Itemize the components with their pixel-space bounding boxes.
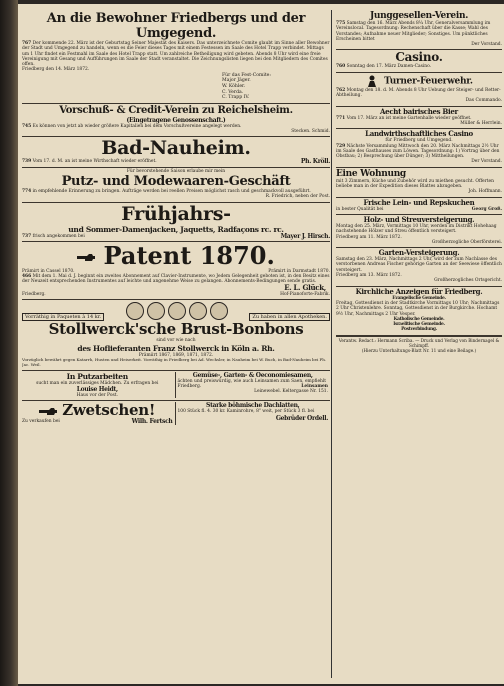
pointing-hand-icon — [77, 253, 95, 262]
ad-title: Junggesellen-Verein. — [369, 11, 469, 21]
ad-title — [336, 74, 502, 88]
ad-place: Friedberg. — [22, 292, 46, 298]
ad-number: 762 — [336, 87, 346, 93]
ad-signature: Großherzogliches Ortsgericht. — [434, 278, 502, 284]
ad-signature: Ph. Kröll. — [300, 158, 330, 166]
ad-body — [22, 159, 330, 164]
ad-signature: Georg Groß. — [471, 206, 502, 212]
ad-bairisches-bier — [336, 107, 502, 130]
medal-icon — [189, 302, 207, 320]
ad-title: Putz- und Modewaaren-Geschäft — [61, 173, 291, 189]
ad-signature: Der Vorstand. — [471, 159, 502, 165]
ad-text: in empfehlende Erinnerung zu bringen. Aufträge werden bei reellen Preisen möglichst rasch und geschmackvoll ausgeführt. — [32, 188, 311, 194]
ad-prize: Prämiirt 1867, 1869, 1871, 1872. — [138, 352, 214, 358]
ad-row-zwetschen-latten — [22, 401, 330, 426]
ad-subheading: Katholische Gemeinde. — [393, 316, 445, 322]
ad-title-text: Patent 1870. — [103, 241, 275, 270]
ad-text: Sonntag den 17. März Damen-Casino. — [346, 64, 432, 70]
ad-number: 767 — [22, 41, 32, 46]
ad-kaiser-birthday — [22, 10, 330, 104]
ad-putz-modewaaren — [22, 168, 330, 203]
ad-title: Landwirthschaftliches Casino — [365, 129, 473, 139]
ad-dachlatten — [178, 402, 331, 424]
ad-signer: Major Jäger. — [222, 78, 251, 84]
medal-icon — [168, 302, 186, 320]
ad-text: Freitag, Gottesdienst in der Stadtkirche Vormittags 10 Uhr; Nachmittags 2 Uhr Christenlehre. Sonntag, Gottesdienst in der Burgkirche. Hochamt 9½ Uhr, Nachmittags 2 Uhr Vesper. — [336, 300, 500, 317]
ad-zwetschen — [22, 402, 176, 424]
book-binding — [0, 0, 18, 686]
ad-title: Eine Wohnung — [336, 168, 406, 179]
ad-title — [22, 243, 330, 269]
ad-signer: C. Verda. — [222, 89, 244, 95]
ad-text: Es können von jetzt ab wieder größere Kapitalien bei dem Vorschußvereine angelegt werden. — [32, 123, 242, 129]
ad-subheading: Israelitische Gemeinde. — [393, 322, 445, 328]
ad-header — [22, 301, 330, 321]
right-column — [336, 10, 502, 678]
ad-body — [336, 64, 502, 69]
ad-text: Vom 17. d. M. an ist meine Wirthschaft wieder eröffnet. — [32, 159, 157, 165]
ad-text: Samstag den 23. März, Nachmittags 2 Uhr, wird der zum Nachlasse des verstorbenen Andreas Fischer gehörige Garten an der Seewiese öffentlich versteigert. — [336, 257, 502, 273]
ad-signature-sub: Haus vor der Post. — [76, 393, 118, 399]
ad-title: Kirchliche Anzeigen für Friedberg. — [355, 286, 483, 296]
ad-title-text: Zwetschen! — [62, 401, 156, 420]
ad-number: 774 — [22, 188, 32, 194]
ad-patent-1870 — [22, 242, 330, 300]
ad-title: Bad-Nauheim. — [101, 137, 251, 160]
ad-title: Frische Lein- und Repskuchen — [363, 197, 475, 207]
ad-title: Frühjahrs- — [121, 202, 231, 225]
ad-text: Montag den 18. d. M. Abends 8 Uhr Uebung der Steiger- und Retter-Abtheilung. — [336, 87, 501, 99]
ad-text: Vom 17. März an ist meine Gartenhalle wieder geöffnet. — [346, 115, 472, 121]
ad-number: 775 — [336, 21, 346, 26]
ad-signature: Leinsamen — [301, 384, 328, 390]
ad-bad-nauheim — [22, 137, 330, 167]
fireman-icon — [365, 74, 379, 88]
medal-icon — [147, 302, 165, 320]
column-divider — [331, 10, 332, 678]
ad-signature: Mayer J. Hirsch. — [280, 232, 330, 240]
ad-text: Montag den 25. März, Vormittags 10 Uhr, werden im Distrikt Hohehaag nachstehende Hölzer und Streu öffentlich versteigert. — [336, 223, 497, 235]
ad-sig-title: Für das Fest-Comite: — [222, 72, 271, 78]
ad-footer — [22, 419, 173, 424]
medal-row — [125, 301, 229, 321]
ad-date: Friedberg am 11. März 1872. — [336, 234, 402, 240]
ad-signature: Gebrüder Ordell. — [275, 414, 328, 422]
ad-text: 100 Stück fl. 4. 30 kr. Kaminrohre, 8" weit, per Stück 3 fl. bei — [177, 409, 315, 415]
ad-footer — [336, 207, 502, 212]
ad-signature-sub: Hof-Pianoforte-Fabrik. — [280, 292, 330, 298]
ad-title: Stollwerck'sche Brust-Bonbons — [48, 320, 304, 339]
pointing-hand-icon — [39, 407, 57, 416]
ad-text: sucht man ein zuverlässiges Mädchen. Zu erfragen bei — [36, 380, 159, 386]
ad-body — [336, 144, 502, 160]
ad-signature: Das Commando. — [465, 98, 502, 104]
ad-signature: Louise Heidt, — [76, 386, 118, 394]
ad-title: Casino. — [395, 50, 443, 65]
ad-subheading: Evangelische Gemeinde. — [392, 295, 446, 301]
ad-signer: C. Trapp IV. — [222, 95, 250, 101]
ad-extra: Leinewebel. Keltergasse Nr. 151. — [254, 389, 328, 395]
ad-text: Samstag den 16. März Abends 8¼ Uhr, Generalversammlung im Vereinslocal. Tagesordnung: Rechenschaft über die Kasse; Wahl des Vorstandes; Aufnahme neuer Mitglieder; Sonstiges. Um pünktliches Erscheinen bittet — [336, 21, 491, 42]
ad-signature: Der Vorstand. — [471, 42, 502, 48]
ad-signature: Joh. Hoffmann. — [468, 189, 502, 195]
ad-date: Friedberg den 14. März 1872. — [22, 67, 90, 73]
ad-badge: Zu haben in allen Apotheken. — [249, 313, 330, 321]
ad-number: 760 — [336, 64, 346, 70]
ad-line2: und Sommer-Damenjacken, Jaquetts, Radfaçons rc. rc. — [68, 224, 284, 234]
ad-body — [336, 88, 502, 99]
ad-body — [336, 21, 502, 42]
medal-icon — [210, 302, 228, 320]
ad-prize: Prämirt in Darmstadt 1870. — [268, 268, 330, 274]
ad-number: 745 — [22, 123, 32, 129]
ad-stollwerck — [22, 300, 330, 370]
ad-signature: E. L. Glück, — [284, 282, 326, 292]
ad-subtitle: (Eingetragene Genossenschaft.) — [126, 116, 226, 124]
ad-signature: R. Friedrich, neben der Post. — [265, 194, 330, 200]
ad-subheading: Postverbindung. — [401, 327, 437, 333]
medal-icon — [126, 302, 144, 320]
ad-leinkuchen — [336, 198, 502, 215]
ad-place: Friedberg. — [177, 384, 202, 390]
imprint-line: (Hierzu Unterhaltungs-Blatt Nr. 11 und eine Beilage.) — [361, 347, 477, 353]
ad-title: Garten-Versteigerung. — [378, 248, 460, 258]
ad-body — [22, 234, 330, 239]
ad-date: Friedberg am 13. März 1872. — [336, 273, 402, 279]
ad-number: 739 — [22, 159, 32, 165]
ad-text: Nächste Versammlung Mittwoch den 20. März Nachmittags 2½ Uhr im Saale des Gasthauses zum Löwen. Tagesordnung: 1) Vortrag über den Obstbau; 2) Besprechung über Dünger; 3) Mittheilungen. — [336, 143, 500, 160]
ad-number: 466 — [22, 274, 32, 280]
ad-title: Starke böhmische Dachlatten, — [206, 402, 300, 410]
ad-intro: Für bevorstehende Saison erlaube mir mein — [126, 168, 226, 174]
ad-number: 737 — [22, 233, 32, 239]
ad-credit-verein — [22, 104, 330, 138]
ad-text: Mit dem 1. Mai d. J. beginnt ein zweites Abonnement auf Clavier-Instrumente, wo Jedem Gelegenheit geboten ist, in den Besitz eines der Neuzeit entsprechenden Instrumentes auf leichte und angenehme Weise zu gelangen. Abonnements-Bedingungen sende gratis. — [22, 274, 330, 285]
ad-badge: Vorräthig in Paqueten à 14 kr. — [22, 313, 104, 321]
ad-title: Gemüse-, Garten- & Oeconomiesamen, — [192, 371, 313, 379]
ad-title: Aecht bairisches Bier — [380, 106, 458, 116]
ad-signature: Müller & Herrlein. — [460, 120, 502, 126]
ad-putzarbeiten — [22, 372, 176, 399]
newspaper-page — [18, 4, 504, 684]
ad-title: An die Bewohner Friedbergs und der Umgegend. — [46, 11, 306, 41]
ad-gartenversteigerung — [336, 248, 502, 286]
ad-footer — [22, 282, 330, 298]
ad-prize: Prämirt in Cassel 1870. — [22, 268, 75, 274]
ad-junggesellen — [336, 10, 502, 50]
ad-title: Holz- und Streuversteigerung. — [363, 214, 475, 224]
ad-text: ächten und preiswürdig, wie auch Leinsamen zum Saen, empfiehlt — [177, 378, 327, 384]
ad-casino — [336, 50, 502, 72]
ad-samen — [178, 372, 331, 399]
ad-body — [22, 41, 330, 67]
ad-subtitle: für Friedberg und Umgegend. — [385, 138, 453, 144]
ad-kirchliche-anzeigen — [336, 287, 502, 336]
ad-number: 771 — [336, 115, 346, 121]
ad-text: mit 3 Zimmern, Küche und Zubehör wird zu miethen gesucht. Offerten beliebe man in der Expedition dieses Blattes abzugeben. — [336, 178, 494, 190]
ad-title: In Putzarbeiten — [66, 371, 128, 381]
ad-title — [22, 402, 173, 419]
ad-fruehjahrs — [22, 203, 330, 242]
ad-line2: sind vor wie nach — [156, 338, 196, 344]
ad-body: Vorzüglich bewährt gegen Katarrh, Husten und Heiserkeit. Vorräthig in Friedberg bei Ad. Wechsler, in Nauheim bei W. Buch, in Bad-Nauheim bei Ph. Jac. Weil. — [22, 356, 327, 367]
ad-signer: W. Köhler. — [222, 83, 246, 89]
ad-line3: des Hoflieferanten Franz Stollwerck in Köln a. Rh. — [77, 343, 275, 353]
imprint-line: Verantw. Redact.: Hermann Scriba. — Druck und Verlag von Bindernagel & Schimpff. — [338, 337, 500, 348]
ad-landwirth-casino — [336, 129, 502, 167]
left-column — [22, 10, 330, 678]
ad-row-putz-samen — [22, 371, 330, 402]
ad-title-text: Turner-Feuerwehr. — [384, 76, 473, 87]
ad-holzversteigerung — [336, 215, 502, 248]
ad-number: 729 — [336, 143, 346, 149]
ad-text: Der kommende 22. März ist der Geburtstag Seiner Majestät des Kaisers. Das unterzeichnete Comite glaubt im Sinne aller Bewohner der Stadt und Umgegend zu handeln, wenn es die Feier dieses Tages mit einem Festessen im Saale des Hotel Trapp verbindet. Mittags um 1 Uhr findet ein Festmahl im Saale des Hotel Trapp statt. Um zahlreiche Betheiligung wird gebeten. Abends 8 Uhr wird eine freie Vereinigung mit Gesang und Aufführungen im Saale der Stadt veranstaltet. Die Zeichnungslisten liegen bei den Mitgliedern des Comites offen. — [22, 41, 330, 68]
ad-text: Zu verkaufen bei — [22, 419, 60, 425]
ad-signature: Wilh. Fertsch — [131, 418, 173, 426]
ad-turner-feuerwehr — [336, 73, 502, 107]
ad-wohnung — [336, 168, 502, 198]
ad-signature: Stecken. Schmid. — [291, 129, 330, 135]
ad-title: Vorschuß- & Credit-Verein zu Reichelsheim. — [59, 104, 293, 116]
ad-signature: Großherzogliche Oberförsterei. — [431, 239, 502, 245]
ad-text: in bester Qualität bei — [336, 206, 384, 212]
imprint — [336, 336, 502, 353]
ad-text: frisch angekommen bei — [32, 233, 85, 239]
